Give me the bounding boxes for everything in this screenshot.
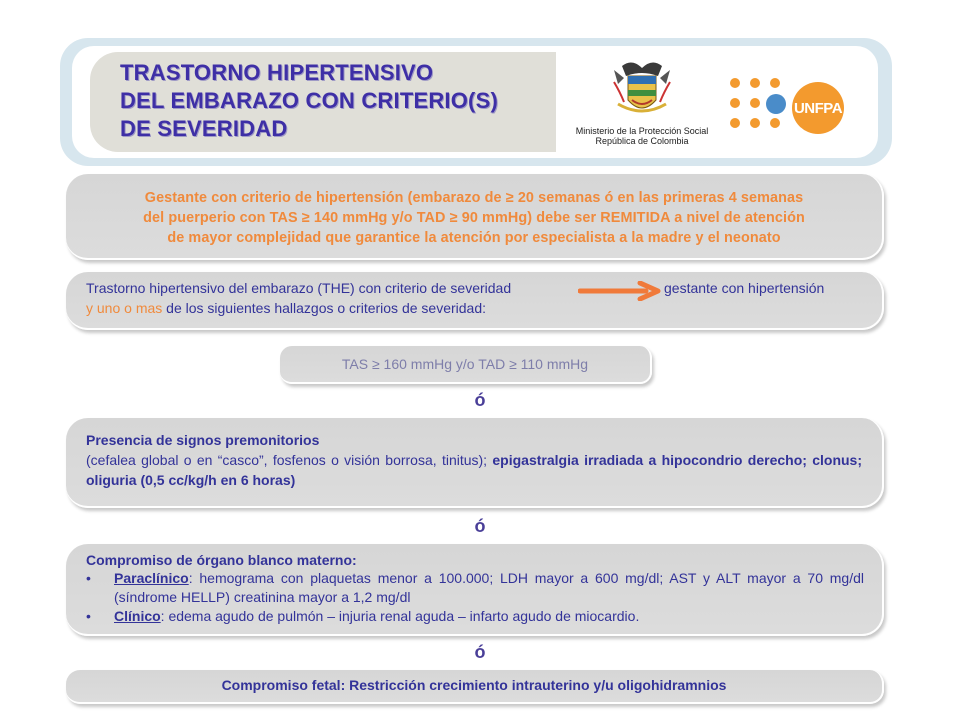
page-title-line-2: DEL EMBARAZO CON CRITERIO(S): [120, 88, 498, 113]
definition-panel: [66, 272, 884, 330]
item-text: : hemograma con plaquetas menor a 100.000; LDH mayor a 600 mg/dl; AST y ALT mayor a 70 mg/dl (síndrome HELLP) creatinina mayor a 1,2 mg/dl: [114, 570, 864, 605]
target-organ-list: [86, 569, 864, 626]
item-label: Clínico: [114, 608, 161, 624]
unfpa-dot-icon: [770, 118, 780, 128]
referral-criteria-line-2: del puerperio con TAS ≥ 140 mmHg y/o TAD ≥ 90 mmHg) debe ser REMITIDA a nivel de atención: [143, 210, 805, 226]
unfpa-dot-icon: [730, 118, 740, 128]
unfpa-dot-icon: [750, 98, 760, 108]
page-title-line-1: TRASTORNO HIPERTENSIVO: [120, 60, 434, 85]
target-organ-panel: [66, 544, 884, 636]
unfpa-dot-icon: [750, 78, 760, 88]
definition-meaning: gestante con hipertensión: [664, 280, 825, 296]
or-separator: ó: [474, 516, 486, 536]
ministry-logo: [574, 56, 710, 150]
unfpa-wordmark: UNFPA: [792, 82, 844, 134]
blood-pressure-criterion: TAS ≥ 160 mmHg y/o TAD ≥ 110 mmHg: [341, 356, 589, 372]
fetal-compromise-panel: [66, 670, 884, 704]
or-separator: ó: [474, 390, 486, 410]
item-text: : edema agudo de pulmón – injuria renal aguda – infarto agudo de miocardio.: [160, 608, 640, 624]
bullet-icon: •: [86, 608, 91, 624]
premonitory-signs-text: [86, 450, 862, 490]
unfpa-dot-icon: [750, 118, 760, 128]
referral-criteria-line-1: Gestante con criterio de hipertensión (embarazo de ≥ 20 semanas ó en las primeras 4 semanas: [144, 190, 804, 206]
referral-criteria-line-3: de mayor complejidad que garantice la atención por especialista a la madre y el neonato: [167, 230, 781, 246]
right-arrow-icon: [578, 281, 662, 301]
definition-highlight: y uno o mas: [86, 300, 163, 316]
ministry-country: República de Colombia: [595, 136, 689, 146]
referral-criteria-panel: [66, 174, 884, 260]
unfpa-dot-icon: [730, 98, 740, 108]
page-title-line-3: DE SEVERIDAD: [120, 116, 288, 141]
unfpa-dot-icon: [770, 78, 780, 88]
bullet-icon: •: [86, 570, 91, 586]
unfpa-dot-icon: [730, 78, 740, 88]
definition-term: Trastorno hipertensivo del embarazo (THE) con criterio de severidad: [86, 280, 512, 296]
premonitory-signs-heading: Presencia de signos premonitorios: [86, 432, 320, 448]
premonitory-signs-panel: [66, 418, 884, 508]
ministry-name: Ministerio de la Protección Social: [575, 126, 709, 136]
item-label: Paraclínico: [114, 570, 189, 586]
list-item: [86, 569, 864, 607]
fetal-compromise-text: Compromiso fetal: Restricción crecimiento intrauterino y/u oligohidramnios: [221, 677, 727, 693]
un-emblem-icon: [766, 94, 786, 114]
coat-of-arms-icon: [574, 56, 710, 126]
list-item: [86, 607, 864, 626]
or-separator: ó: [474, 642, 486, 662]
target-organ-heading: Compromiso de órgano blanco materno:: [86, 552, 357, 568]
definition-line-2: [86, 300, 486, 316]
blood-pressure-criterion-panel: [280, 346, 652, 384]
premonitory-signs-bold: epigastralgia irradiada a hipocondrio derecho; clonus; oliguria (0,5 cc/kg/h en 6 horas): [86, 452, 862, 488]
definition-rest: de los siguientes hallazgos o criterios de severidad:: [162, 300, 487, 316]
unfpa-logo: [726, 76, 856, 132]
premonitory-signs-normal: (cefalea global o en “casco”, fosfenos o visión borrosa, tinitus);: [86, 452, 493, 468]
referral-criteria-text: [92, 188, 856, 248]
